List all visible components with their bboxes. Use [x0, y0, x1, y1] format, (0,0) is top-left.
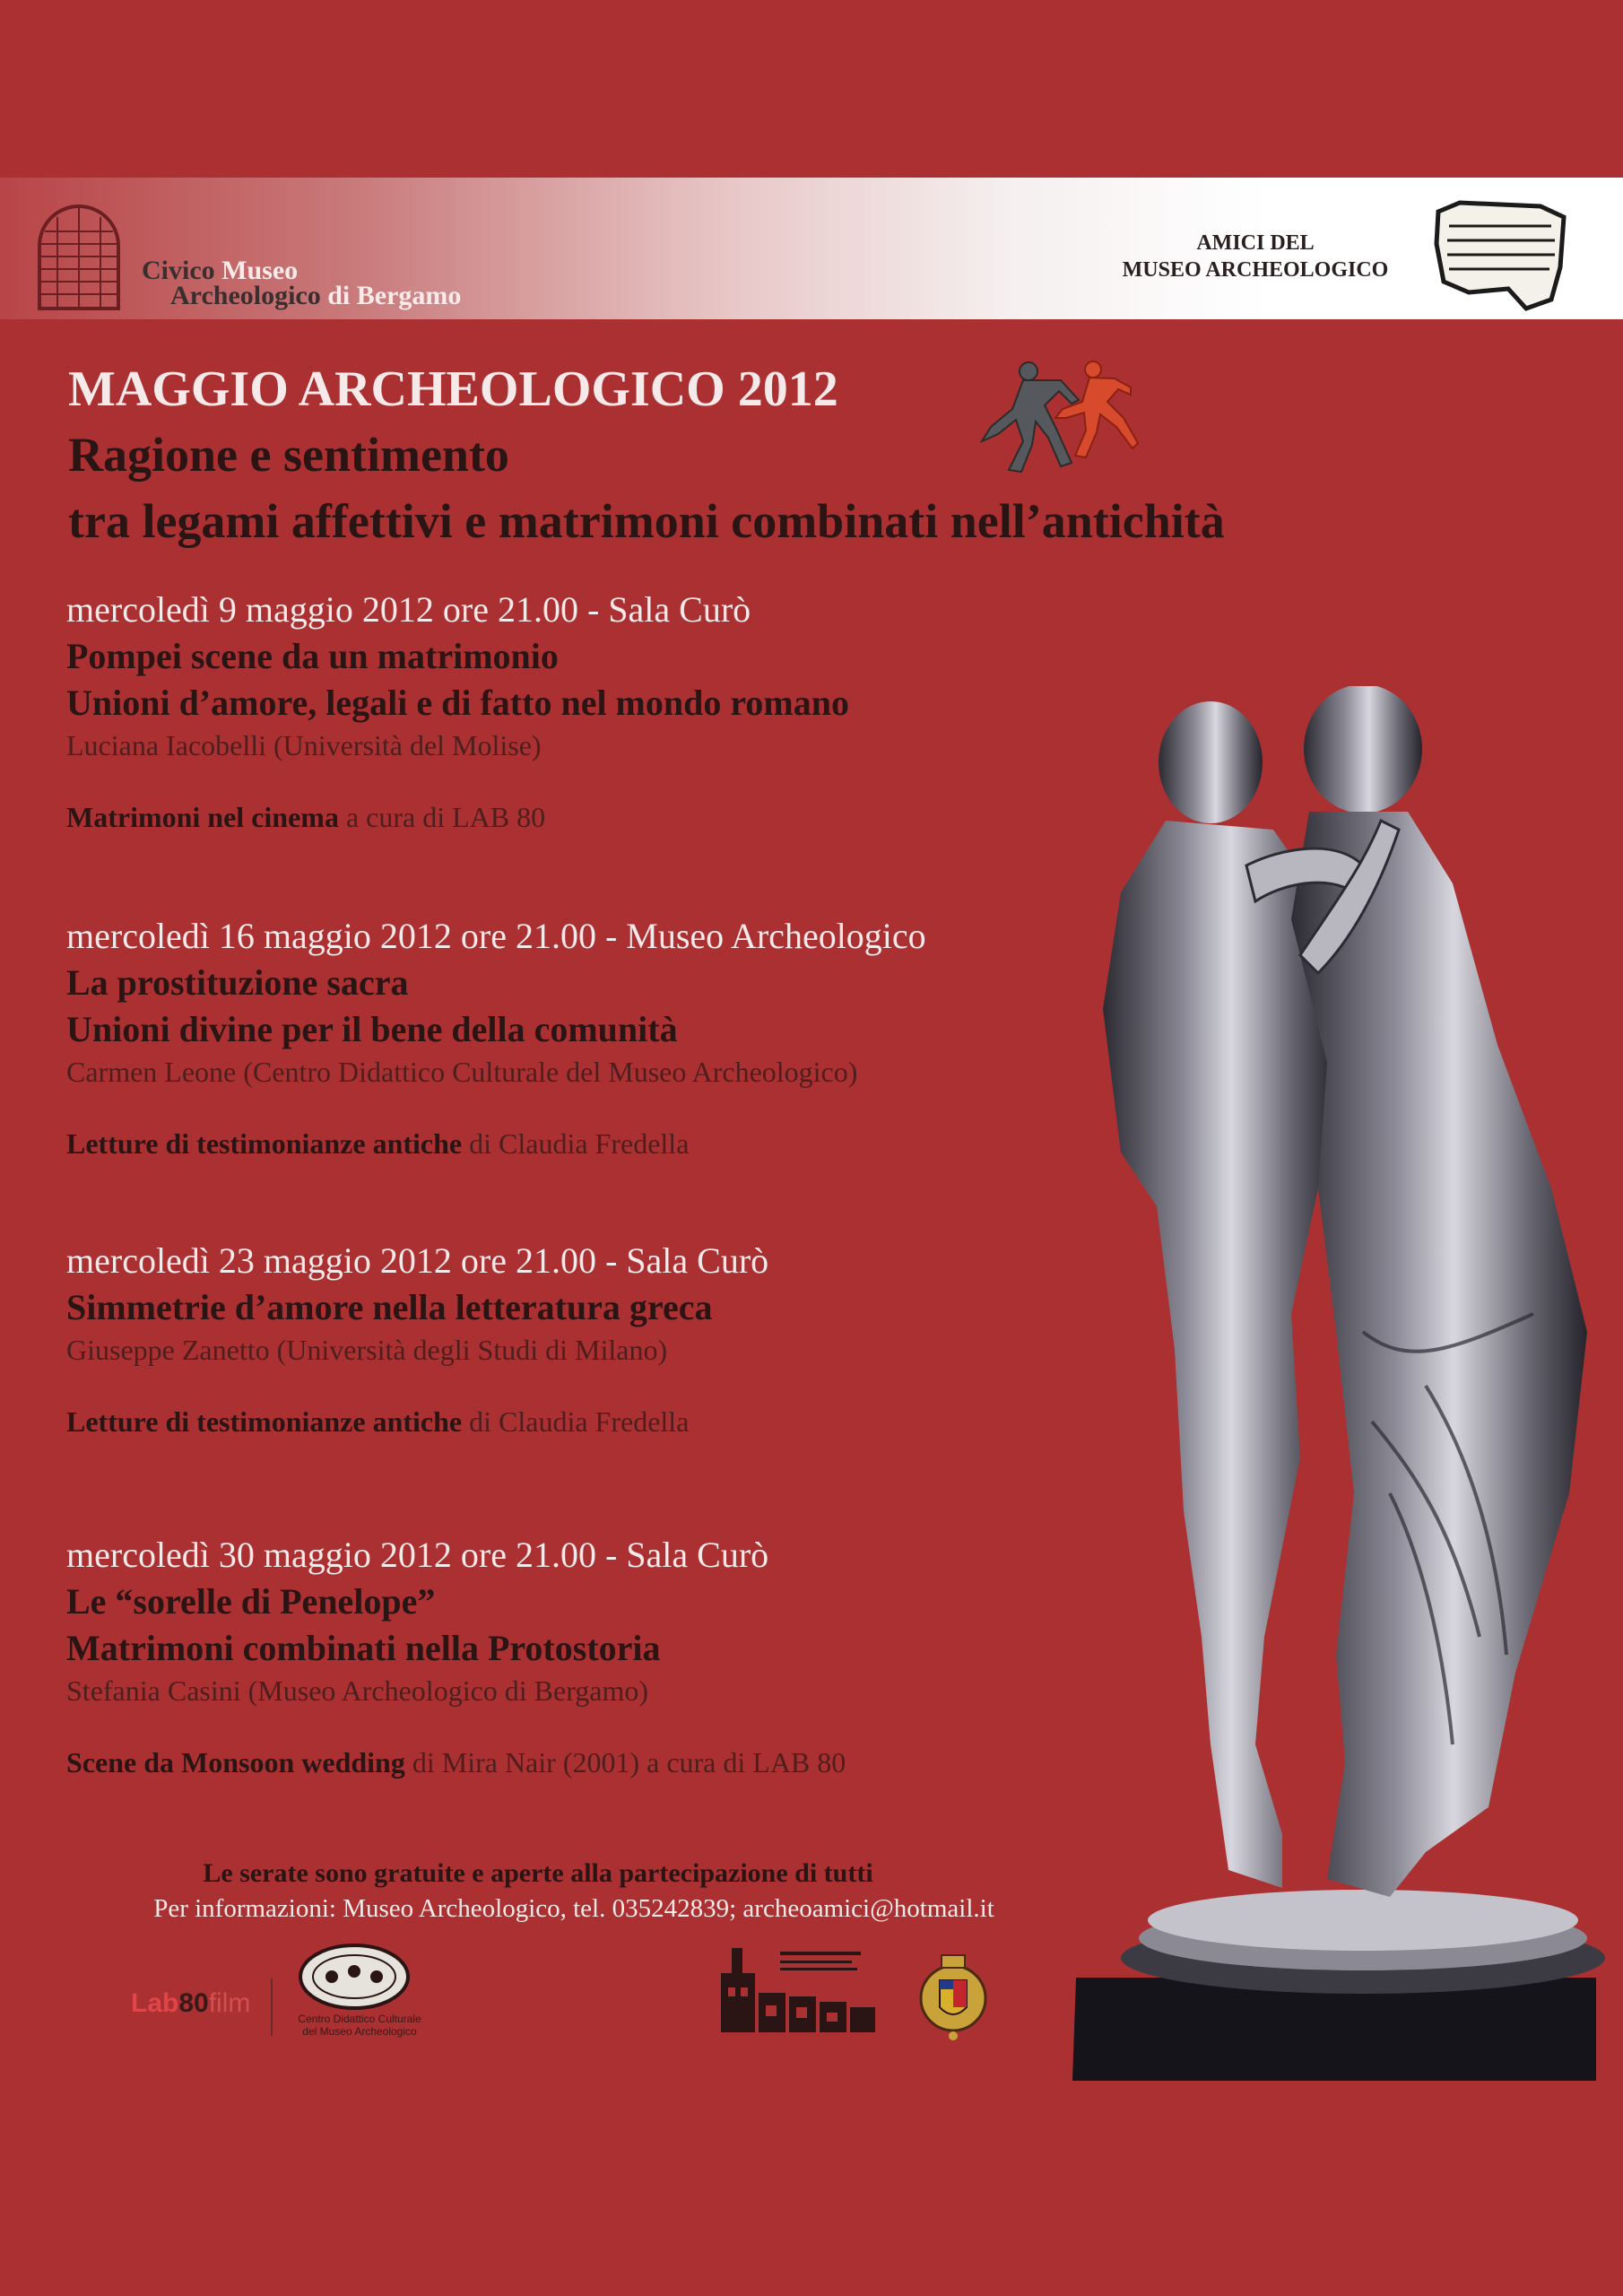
- event-extra: [66, 798, 1098, 836]
- event-extra-bold: Scene da Monsoon wedding: [66, 1746, 405, 1779]
- csd-line1: Centro Didattico Culturale: [298, 2013, 421, 2025]
- event-speaker: Luciana Iacobelli (Università del Molise): [66, 729, 542, 761]
- headline: [68, 357, 1467, 554]
- event-title-line2: Unioni d’amore, legali e di fatto nel mondo romano: [66, 683, 849, 723]
- event-3: [66, 1238, 1098, 1440]
- event-4: [66, 1532, 1098, 1781]
- event-speaker: Stefania Casini (Museo Archeologico di Bergamo): [66, 1674, 649, 1707]
- museum-name-archeologico: Archeologico: [170, 281, 321, 310]
- event-date: mercoledì 30 maggio 2012 ore 21.00 - Sala Curò: [66, 1535, 769, 1575]
- statue-eros-psyche-image: [1067, 686, 1605, 2081]
- bergamo-city-logo: [717, 1943, 879, 2038]
- event-title-line2: Unioni divine per il bene della comunità: [66, 1009, 678, 1049]
- museum-name-museo: Museo: [221, 256, 299, 285]
- lab80-film: film: [208, 1988, 251, 2018]
- centro-didattico-text: [265, 2013, 454, 2038]
- event-extra-bold: Matrimoni nel cinema: [66, 801, 339, 833]
- bergamo-crest-icon: [913, 1948, 994, 2043]
- lab80-logo: [131, 1986, 274, 2022]
- csd-line2: del Museo Archeologico: [302, 2025, 417, 2038]
- stone-inscription-icon: [1433, 199, 1567, 314]
- event-extra: [66, 1403, 1098, 1440]
- event-date: mercoledì 16 maggio 2012 ore 21.00 - Museo Archeologico: [66, 916, 926, 956]
- lab80-lab: Lab: [131, 1988, 179, 2018]
- event-title-line1: Simmetrie d’amore nella letteratura greca: [66, 1287, 713, 1327]
- event-extra-bold: Letture di testimonianze antiche: [66, 1405, 463, 1438]
- lab80-number: 80: [178, 1988, 209, 2018]
- footer-contact-info: Per informazioni: Museo Archeologico, tel. 035242839; archeoamici@hotmail.it: [153, 1894, 994, 1923]
- event-speaker: Giuseppe Zanetto (Università degli Studi di Milano): [66, 1334, 668, 1366]
- museum-name-bergamo: di Bergamo: [327, 281, 462, 310]
- museum-name-civico: Civico: [142, 256, 215, 285]
- museum-arch-logo: [36, 204, 122, 310]
- event-extra: [66, 1744, 1098, 1781]
- headline-subtitle-2: tra legami affettivi e matrimoni combinati nell’antichità: [68, 494, 1225, 548]
- ancient-runners-icon: [973, 355, 1143, 476]
- event-extra-rest: di Claudia Fredella: [462, 1405, 690, 1438]
- event-title-line2: Matrimoni combinati nella Protostoria: [66, 1628, 661, 1668]
- event-title-line1: Le “sorelle di Penelope”: [66, 1581, 436, 1622]
- event-title-line1: La prostituzione sacra: [66, 962, 409, 1003]
- event-date: mercoledì 9 maggio 2012 ore 21.00 - Sala Curò: [66, 589, 751, 630]
- amici-line1: AMICI DEL: [1196, 231, 1315, 255]
- event-extra-bold: Letture di testimonianze antiche: [66, 1127, 463, 1160]
- event-extra-rest: di Mira Nair (2001) a cura di LAB 80: [404, 1746, 846, 1779]
- amici-del-museo: [1076, 230, 1435, 283]
- event-1: [66, 587, 1098, 836]
- footer-free-entry: Le serate sono gratuite e aperte alla partecipazione di tutti: [203, 1858, 873, 1888]
- event-extra-rest: a cura di LAB 80: [338, 801, 546, 833]
- event-extra: [66, 1125, 1098, 1162]
- amici-line2: MUSEO ARCHEOLOGICO: [1122, 258, 1389, 282]
- museum-name: [142, 258, 554, 316]
- event-extra-rest: di Claudia Fredella: [462, 1127, 690, 1160]
- event-speaker: Carmen Leone (Centro Didattico Culturale del Museo Archeologico): [66, 1056, 858, 1088]
- event-title-line1: Pompei scene da un matrimonio: [66, 636, 559, 676]
- centro-didattico-logo: [296, 1941, 412, 2013]
- event-date: mercoledì 23 maggio 2012 ore 21.00 - Sala Curò: [66, 1240, 769, 1281]
- headline-title: MAGGIO ARCHEOLOGICO 2012: [68, 361, 838, 417]
- headline-subtitle-1: Ragione e sentimento: [68, 428, 509, 482]
- event-2: [66, 913, 1098, 1162]
